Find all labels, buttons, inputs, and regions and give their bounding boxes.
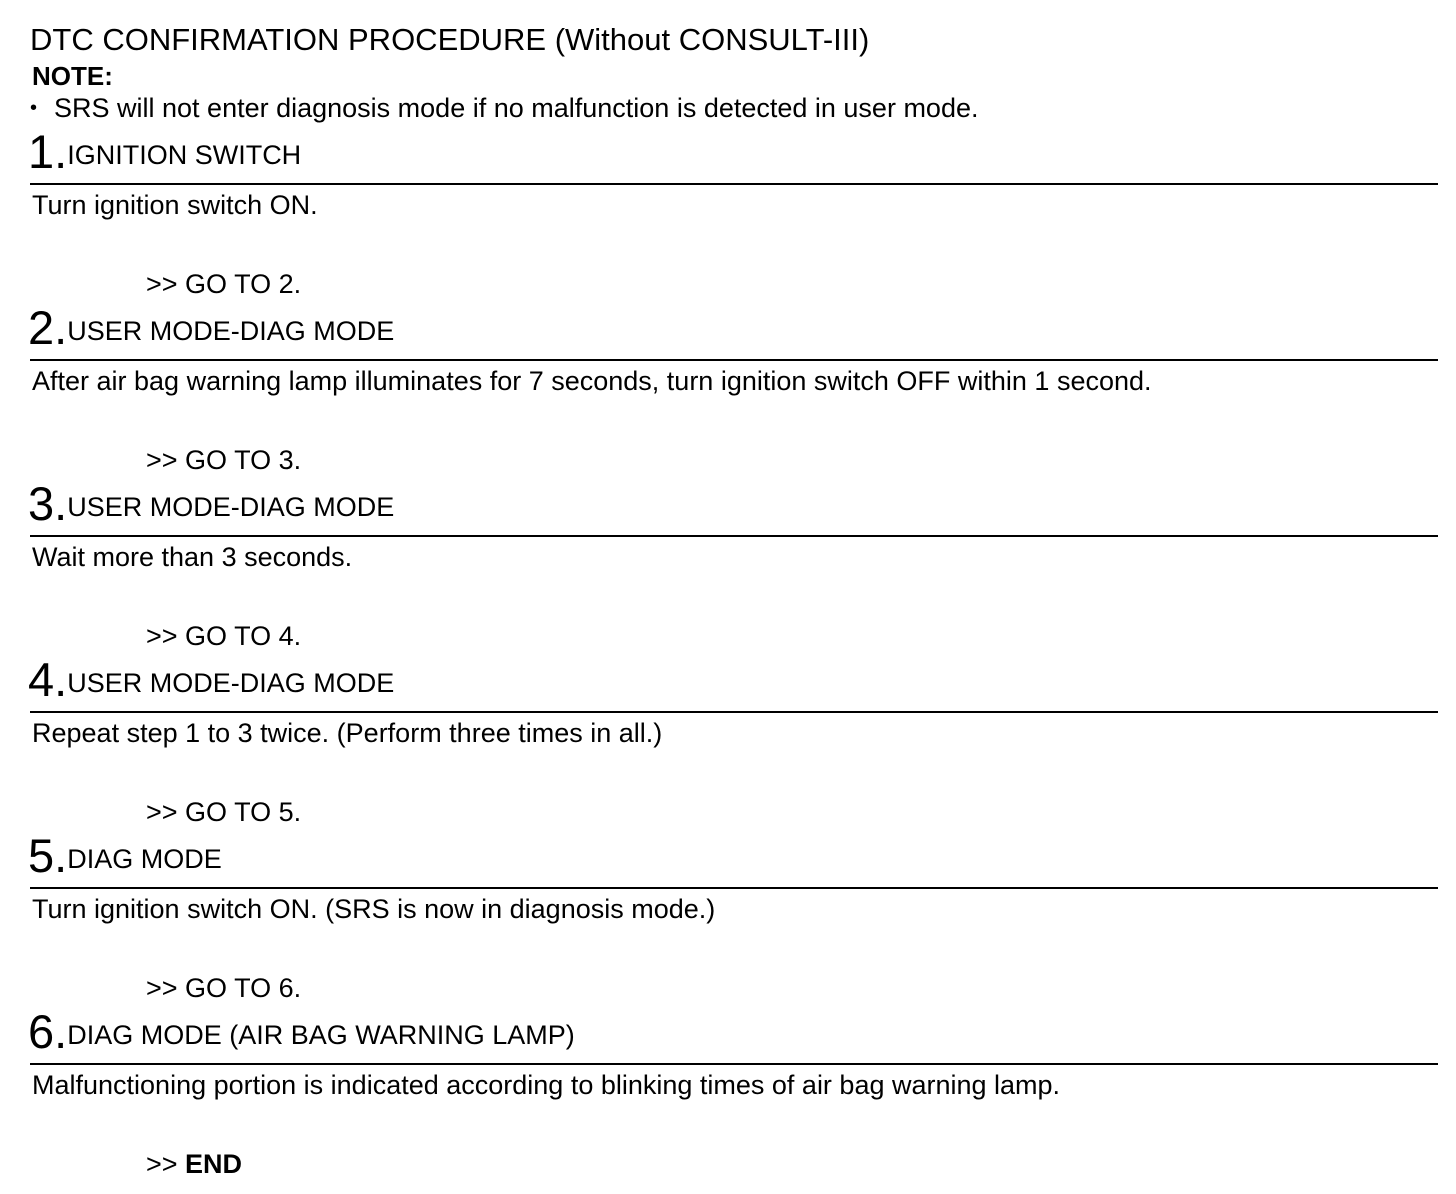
step-heading	[28, 476, 394, 532]
note-item	[30, 91, 979, 125]
goto-target: GO TO 4.	[185, 621, 302, 651]
note-label: NOTE:	[32, 61, 113, 91]
step-title: USER MODE-DIAG MODE	[67, 668, 395, 698]
step-heading	[28, 124, 301, 180]
step-number: 5.	[28, 829, 68, 882]
bullet-icon: •	[30, 97, 38, 119]
step-number: 6.	[28, 1005, 68, 1058]
goto-target: GO TO 6.	[185, 973, 302, 1003]
goto-target: END	[185, 1149, 243, 1179]
step-5	[0, 828, 1456, 1004]
step-instruction: After air bag warning lamp illuminates for 7 seconds, turn ignition switch OFF within 1 second.	[32, 366, 1152, 396]
step-goto	[146, 620, 301, 652]
goto-target: GO TO 2.	[185, 269, 302, 299]
step-divider	[30, 535, 1438, 537]
step-divider	[30, 1063, 1438, 1065]
step-2	[0, 300, 1456, 476]
goto-arrow: >>	[146, 1149, 186, 1179]
step-divider	[30, 183, 1438, 185]
step-number: 3.	[28, 477, 68, 530]
step-goto	[146, 444, 301, 476]
step-1	[0, 124, 1456, 300]
step-instruction: Wait more than 3 seconds.	[32, 542, 353, 572]
goto-arrow: >>	[146, 269, 186, 299]
step-title: DIAG MODE	[67, 844, 222, 874]
step-number: 4.	[28, 653, 68, 706]
step-divider	[30, 359, 1438, 361]
step-number: 1.	[28, 125, 68, 178]
step-goto	[146, 1148, 242, 1180]
step-heading	[28, 1004, 575, 1060]
note-item-text: SRS will not enter diagnosis mode if no malfunction is detected in user mode.	[54, 93, 979, 123]
step-heading	[28, 652, 394, 708]
step-goto	[146, 268, 301, 300]
step-3	[0, 476, 1456, 652]
step-title: USER MODE-DIAG MODE	[67, 316, 395, 346]
step-goto	[146, 972, 301, 1004]
goto-arrow: >>	[146, 973, 186, 1003]
goto-target: GO TO 3.	[185, 445, 302, 475]
step-goto	[146, 796, 301, 828]
step-heading	[28, 300, 394, 356]
step-4	[0, 652, 1456, 828]
step-number: 2.	[28, 301, 68, 354]
step-title: IGNITION SWITCH	[67, 140, 302, 170]
step-instruction: Repeat step 1 to 3 twice. (Perform three times in all.)	[32, 718, 663, 748]
step-divider	[30, 887, 1438, 889]
document-title: DTC CONFIRMATION PROCEDURE (Without CONSULT-III)	[30, 22, 870, 57]
step-6	[0, 1004, 1456, 1180]
goto-arrow: >>	[146, 445, 186, 475]
step-instruction: Turn ignition switch ON.	[32, 190, 318, 220]
goto-arrow: >>	[146, 621, 186, 651]
step-instruction: Malfunctioning portion is indicated according to blinking times of air bag warning lamp.	[32, 1070, 1061, 1100]
step-title: DIAG MODE (AIR BAG WARNING LAMP)	[67, 1020, 575, 1050]
goto-target: GO TO 5.	[185, 797, 302, 827]
step-divider	[30, 711, 1438, 713]
step-instruction: Turn ignition switch ON. (SRS is now in diagnosis mode.)	[32, 894, 716, 924]
step-heading	[28, 828, 222, 884]
goto-arrow: >>	[146, 797, 186, 827]
step-title: USER MODE-DIAG MODE	[67, 492, 395, 522]
